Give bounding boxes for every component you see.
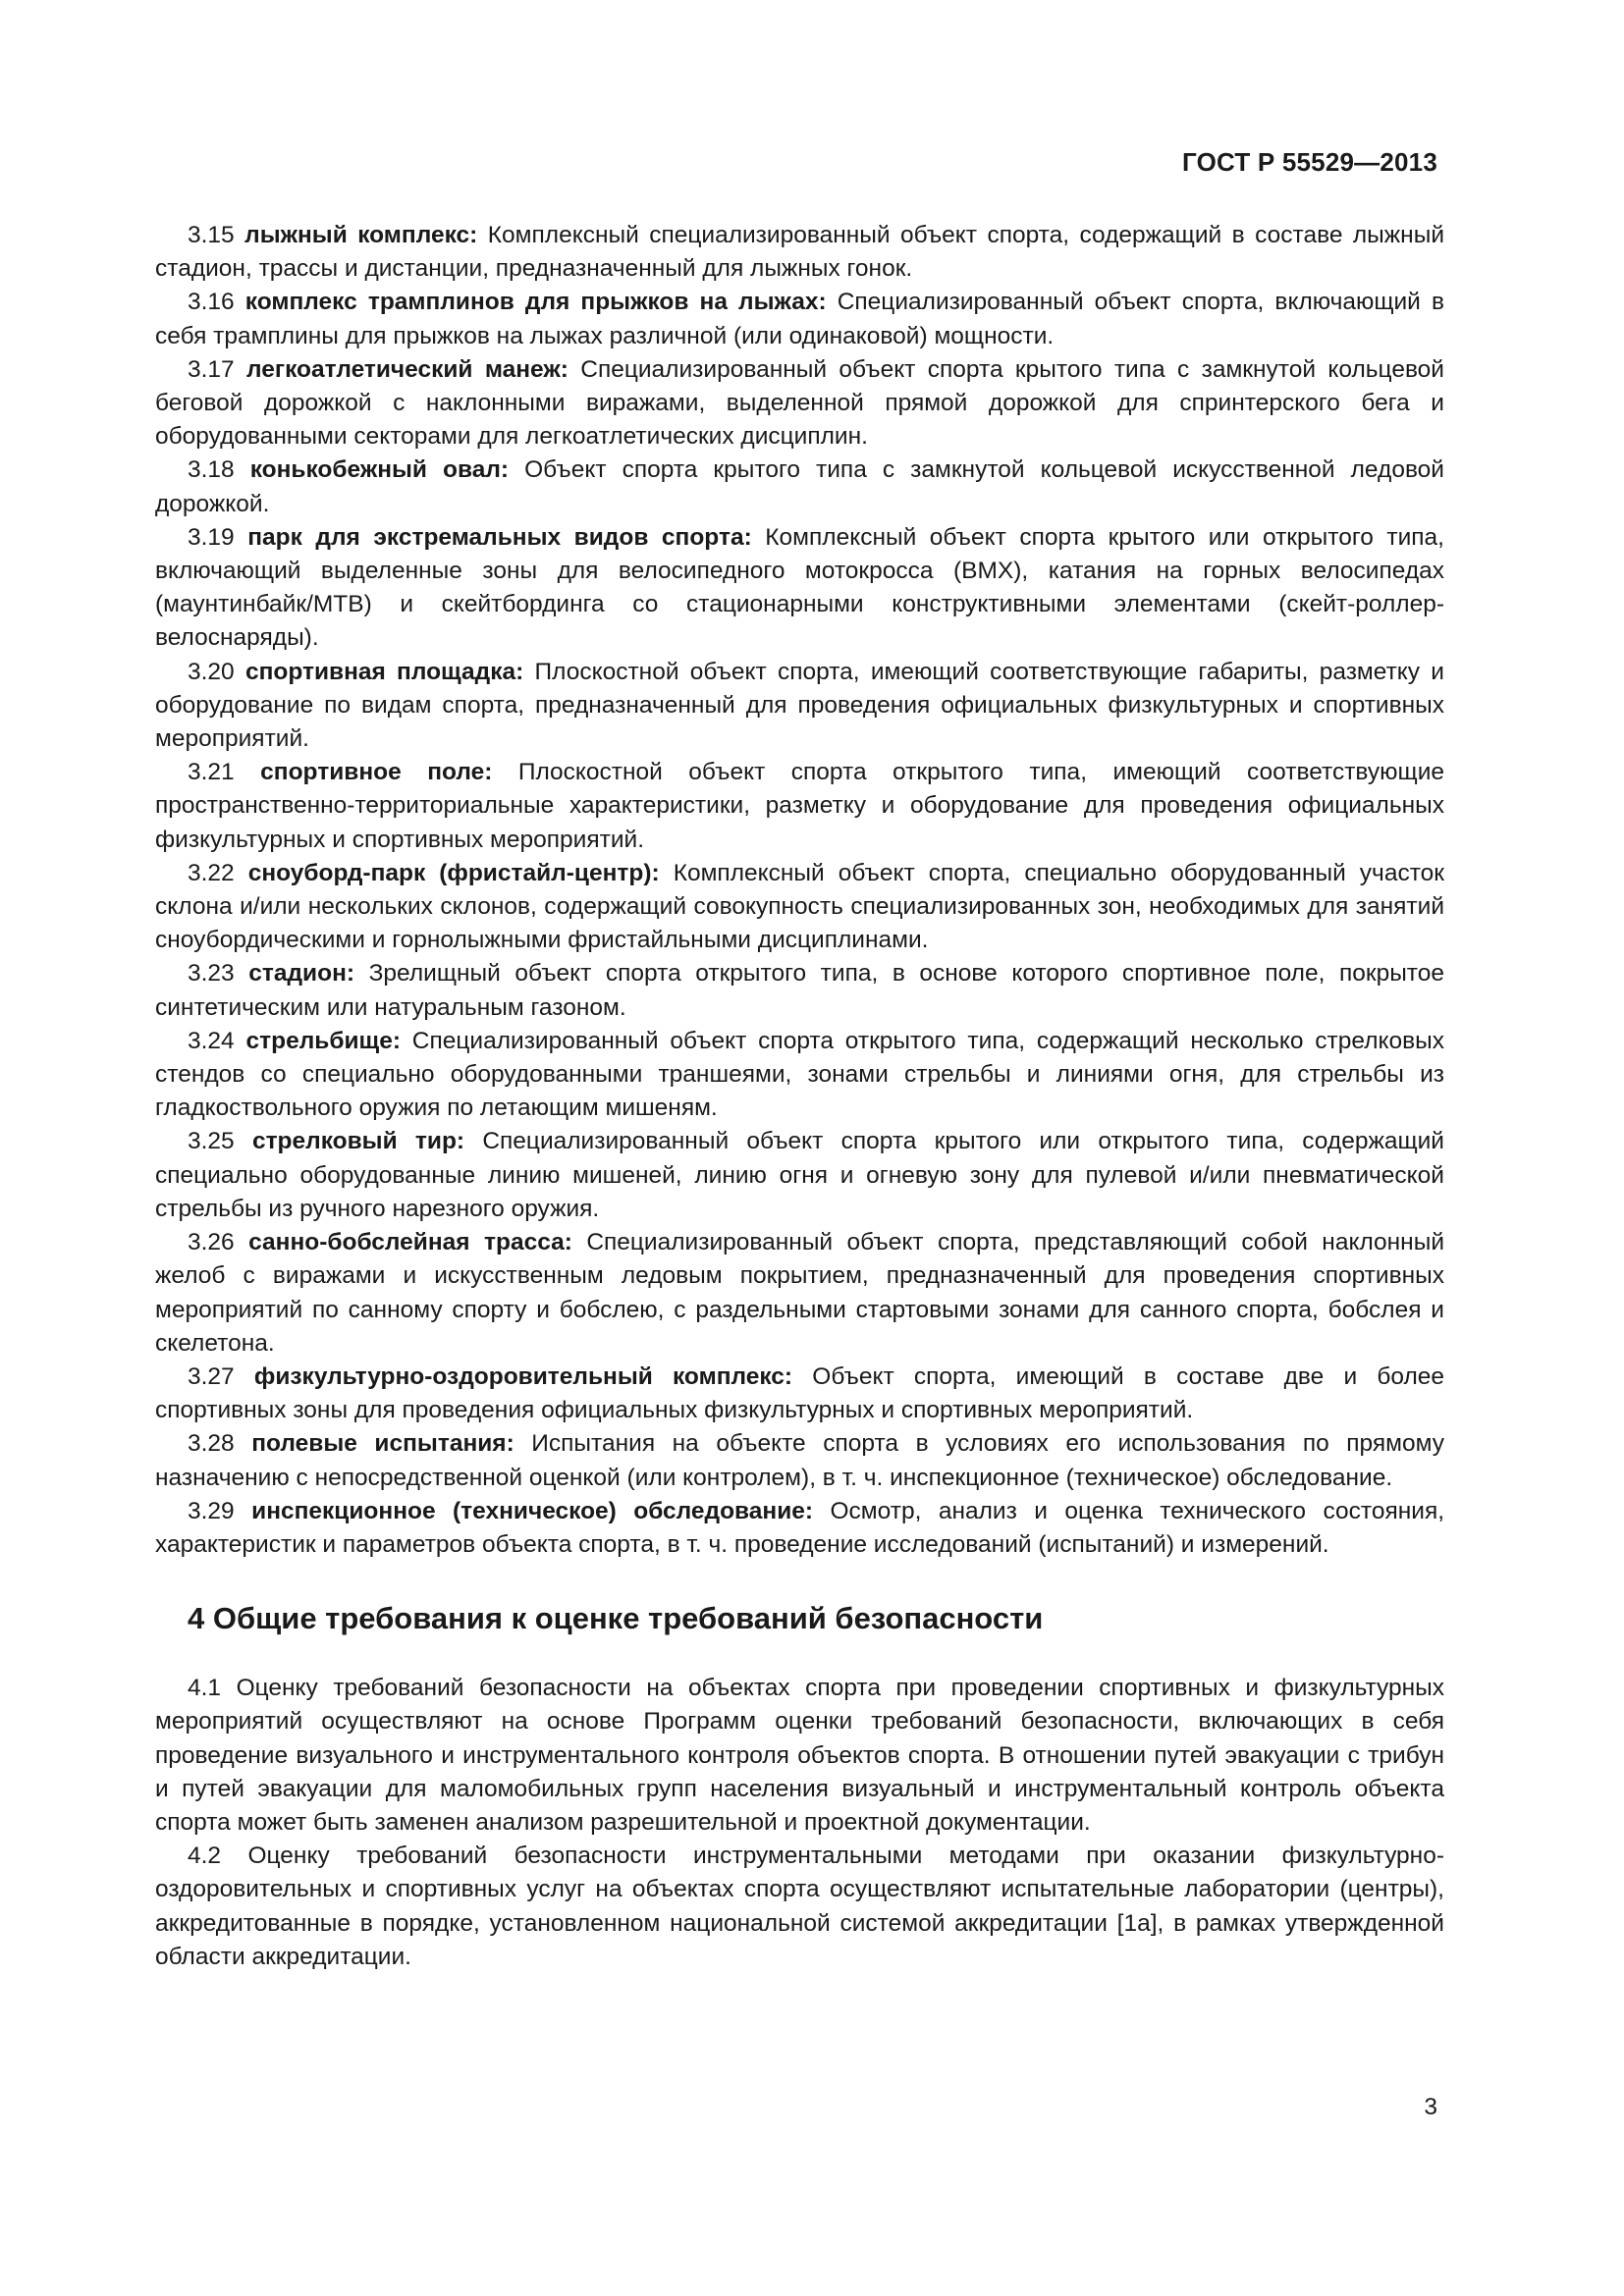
term: полевые испытания: xyxy=(251,1430,514,1458)
definition-text: Специализированный объект спорта открытого типа, содержащий несколько стрелковых стендов со специально оборудованными траншеями, зонами стрельбы и линиями огня, для стрельбы из гладкоствольного оружия по летающим мишеням. xyxy=(155,1027,1444,1122)
term: сноуборд-парк (фристайл-центр): xyxy=(247,859,660,886)
definition-text: Комплексный специализированный объект спорта, содержащий в составе лыжный стадион, трассы и дистанции, предназначенный для лыжных гонок. xyxy=(155,222,1444,283)
term: физкультурно-оздоровительный комплекс: xyxy=(253,1362,793,1390)
term: парк для экстремальных видов спорта: xyxy=(247,523,752,551)
definition-text: Объект спорта, имеющий в составе две и более спортивных зоны для проведения официальных физкультурных и спортивных мероприятий. xyxy=(155,1362,1445,1424)
clause-number: 3.21 xyxy=(188,759,235,786)
definition-text: Осмотр, анализ и оценка технического состояния, характеристик и параметров объекта спорта, в т. ч. проведение исследований (испытаний) и измерений. xyxy=(155,1497,1445,1558)
definition-text: Комплексный объект спорта, специально оборудованный участок склона и/или нескольких склонов, содержащий совокупность специализированных зон, необходимых для занятий сноубордическими и горнолыжными фристайльными дисциплинами. xyxy=(155,859,1444,954)
definition-text: Специализированный объект спорта крытого или открытого типа, содержащий специально оборудованные линию мишеней, линию огня и огневую зону для пулевой и/или пневматической стрельбы из ручного нарезного оружия. xyxy=(155,1128,1444,1222)
definition-text: Зрелищный объект спорта открытого типа, в основе которого спортивное поле, покрытое синтетическим или натуральным газоном. xyxy=(155,960,1444,1021)
clause-number: 3.16 xyxy=(188,289,235,316)
term: конькобежный овал: xyxy=(249,456,510,484)
definition-3-24 xyxy=(155,1025,1444,1126)
definition-3-20 xyxy=(155,656,1444,757)
clause-number: 3.19 xyxy=(188,523,235,551)
clause-number: 3.22 xyxy=(188,859,235,886)
definition-text: Плоскостной объект спорта, имеющий соответствующие габариты, разметку и оборудование по видам спорта, предназначенный для проведения официальных физкультурных и спортивных мероприятий. xyxy=(155,658,1444,753)
section-4-paragraph-2: 4.2 Оценку требований безопасности инструментальными методами при оказании физкультурно-оздоровительных и спортивных услуг на объектах спорта осуществляют испытательные лаборатории (центры), аккредитованные в порядке, установленном национальной системой аккредитации [1а], в рамках утвержденной области аккредитации. xyxy=(155,1842,1444,1970)
definition-text: Специализированный объект спорта, представляющий собой наклонный желоб с виражами и искусственным ледовым покрытием, предназначенный для проведения спортивных мероприятий по санному спорту и бобслею, с раздельными стартовыми зонами для санного спорта, бобслея и скелетона. xyxy=(155,1229,1445,1357)
definition-3-25 xyxy=(155,1125,1444,1226)
definition-3-21 xyxy=(155,756,1444,857)
definition-3-22 xyxy=(155,857,1444,958)
definition-text: Специализированный объект спорта, включающий в себя трамплины для прыжков на лыжах различной (или одинаковой) мощности. xyxy=(155,289,1444,349)
page-number: 3 xyxy=(1424,2094,1437,2120)
term: легкоатлетический манеж: xyxy=(246,355,568,383)
definition-text: Комплексный объект спорта крытого или открытого типа, включающий выделенные зоны для велосипедного мотокросса (BMX), катания на горных велосипедах (маунтинбайк/МТВ) и скейтбординга со стационарными конструктивными элементами (скейт-роллер-велоснаряды). xyxy=(155,523,1444,652)
definition-3-18 xyxy=(155,454,1444,520)
term: инспекционное (техническое) обследование: xyxy=(251,1497,814,1524)
term: стрельбище: xyxy=(245,1027,401,1054)
clause-number: 3.24 xyxy=(188,1027,235,1054)
clause-number: 3.25 xyxy=(188,1128,235,1155)
definition-3-26 xyxy=(155,1226,1444,1361)
definition-3-23 xyxy=(155,957,1444,1024)
clause-number: 3.27 xyxy=(188,1362,235,1390)
document-body xyxy=(155,219,1444,1974)
definition-text: Специализированный объект спорта крытого типа с замкнутой кольцевой беговой дорожкой с наклонными виражами, выделенной прямой дорожкой для спринтерского бега и оборудованными секторами для легкоатлетических дисциплин. xyxy=(155,355,1444,451)
definition-3-17 xyxy=(155,353,1444,454)
definition-text: Плоскостной объект спорта открытого типа, имеющий соответствующие пространственно-территориальные характеристики, разметку и оборудование для проведения официальных физкультурных и спортивных мероприятий. xyxy=(155,759,1445,853)
section-4-heading: 4 Общие требования к оценке требований безопасности xyxy=(188,1601,1044,1636)
definition-3-16 xyxy=(155,286,1444,352)
term: спортивное поле: xyxy=(260,759,493,786)
definition-3-15 xyxy=(155,219,1444,286)
clause-number: 3.20 xyxy=(188,658,235,685)
clause-number: 3.26 xyxy=(188,1229,235,1256)
term: стрелковый тир: xyxy=(251,1128,465,1155)
term: комплекс трамплинов для прыжков на лыжах: xyxy=(244,289,827,316)
clause-number: 3.18 xyxy=(188,456,235,484)
term: лыжный комплекс: xyxy=(244,222,478,248)
definition-text: Испытания на объекте спорта в условиях его использования по прямому назначению с непосредственной оценкой (или контролем), в т. ч. инспекционное (техническое) обследование. xyxy=(155,1430,1444,1491)
clause-number: 3.15 xyxy=(188,222,235,248)
term: спортивная площадка: xyxy=(244,658,524,685)
clause-number: 3.23 xyxy=(188,960,235,988)
clause-number: 3.28 xyxy=(188,1430,235,1458)
term: санно-бобслейная трасса: xyxy=(248,1229,572,1256)
definition-3-19 xyxy=(155,521,1444,656)
clause-number: 3.29 xyxy=(188,1497,235,1524)
section-4-paragraph-1: 4.1 Оценку требований безопасности на объектах спорта при проведении спортивных и физкультурных мероприятий осуществляют на основе Программ оценки требований безопасности, включающих в себя проведение визуального и инструментального контроля объектов спорта. В отношении путей эвакуации с трибун и путей эвакуации для маломобильных групп населения визуальный и инструментальный контроль объекта спорта может быть заменен анализом разрешительной и проектной документации. xyxy=(155,1675,1444,1836)
definition-3-28 xyxy=(155,1427,1444,1494)
definition-text: Объект спорта крытого типа с замкнутой кольцевой искусственной ледовой дорожкой. xyxy=(155,456,1444,517)
document-id-header: ГОСТ Р 55529—2013 xyxy=(1182,147,1437,177)
definition-3-27 xyxy=(155,1361,1444,1427)
definition-3-29 xyxy=(155,1495,1444,1562)
clause-number: 3.17 xyxy=(188,355,235,383)
term: стадион: xyxy=(248,960,355,988)
